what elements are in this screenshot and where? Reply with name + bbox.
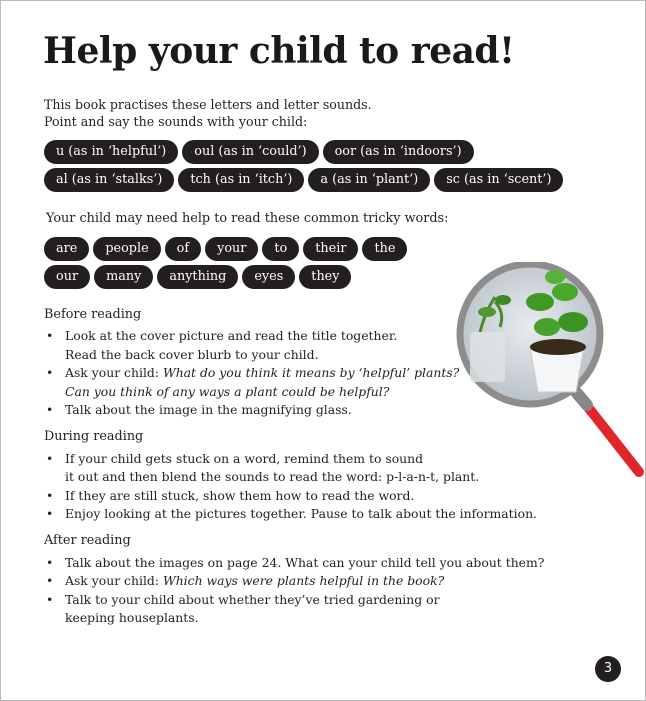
list-item: • If they are still stuck, show them how to read the word.	[44, 487, 634, 505]
word-pill: people	[93, 237, 160, 261]
sound-pill: sc (as in ‘scent’)	[434, 168, 563, 192]
line: keeping houseplants.	[65, 610, 199, 626]
letter-sounds	[44, 140, 563, 192]
prefix: Ask your child:	[65, 573, 163, 589]
word-pill: your	[205, 237, 258, 261]
sound-pill: a (as in ‘plant’)	[308, 168, 430, 192]
question: Which ways were plants helpful in the book?	[162, 573, 445, 589]
word-pill: our	[44, 265, 90, 289]
word-pill: to	[262, 237, 299, 261]
before-reading-section	[44, 306, 634, 419]
word-pill: are	[44, 237, 89, 261]
word-pill: of	[165, 237, 201, 261]
word-pill: the	[362, 237, 407, 261]
list-item: • Enjoy looking at the pictures together. Pause to talk about the information.	[44, 505, 634, 523]
line: • If your child gets stuck on a word, remind them to sound	[65, 450, 424, 466]
page-number: 3	[595, 656, 621, 682]
word-pill: many	[94, 265, 153, 289]
intro-line: This book practises these letters and letter sounds.	[44, 97, 372, 112]
word-pill: anything	[157, 265, 238, 289]
tricky-words	[44, 237, 407, 289]
sound-pill: oul (as in ‘could’)	[182, 140, 318, 164]
word-pill: eyes	[242, 265, 295, 289]
line: Read the back cover blurb to your child.	[65, 346, 319, 362]
line: • Look at the cover picture and read the title together.	[65, 328, 398, 344]
list-item	[44, 572, 634, 590]
list-item	[44, 364, 634, 401]
during-reading-section	[44, 428, 634, 523]
question: Can you think of any ways a plant could be helpful?	[65, 383, 390, 399]
list-item	[44, 450, 634, 487]
section-heading: Before reading	[44, 307, 142, 322]
line: • Talk to your child about whether they’ve tried gardening or	[65, 591, 440, 607]
section-heading: During reading	[44, 429, 144, 445]
page-title: Help your child to read!	[43, 30, 515, 72]
section-heading: After reading	[44, 533, 131, 549]
after-reading-section	[44, 532, 634, 627]
list-item: • Talk about the images on page 24. What can your child tell you about them?	[44, 554, 634, 572]
line: it out and then blend the sounds to read the word: p-l-a-n-t, plant.	[65, 469, 480, 485]
sound-pill: u (as in ‘helpful’)	[44, 140, 178, 164]
list-item	[44, 591, 634, 628]
list-item: • Talk about the image in the magnifying glass.	[44, 401, 634, 419]
tricky-words-intro: Your child may need help to read these common tricky words:	[46, 211, 449, 226]
list-item	[44, 327, 634, 364]
sound-pill: al (as in ‘stalks’)	[44, 168, 174, 192]
intro-text	[44, 96, 372, 130]
word-pill: their	[303, 237, 358, 261]
reading-guidance	[44, 306, 634, 637]
sound-pill: tch (as in ‘itch’)	[178, 168, 304, 192]
intro-line: Point and say the sounds with your child:	[44, 114, 308, 129]
sound-pill: oor (as in ‘indoors’)	[323, 140, 474, 164]
prefix: Ask your child:	[65, 365, 163, 381]
word-pill: they	[299, 265, 351, 289]
question: What do you think it means by ‘helpful’ plants?	[162, 365, 460, 381]
